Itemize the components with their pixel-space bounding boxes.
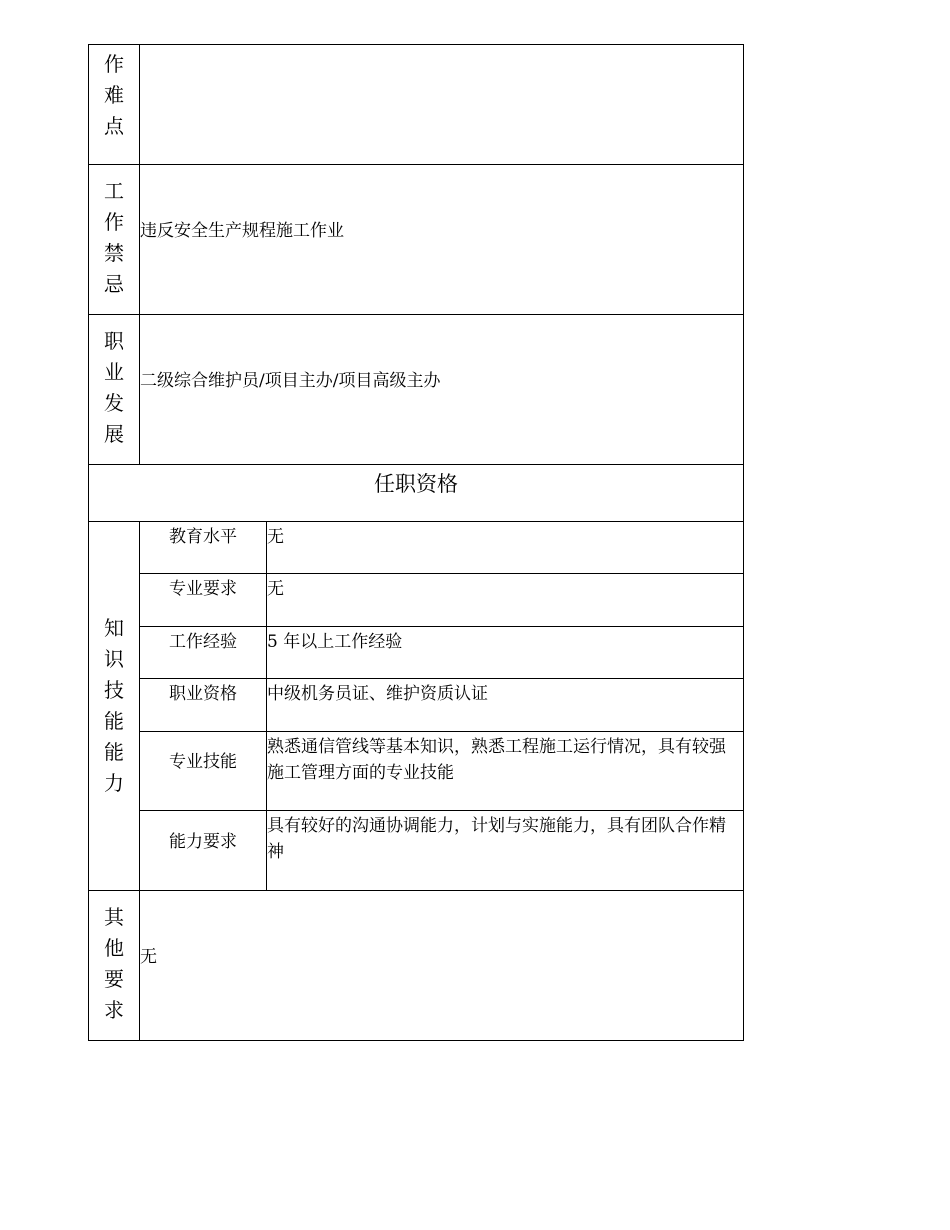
taboo-label: 工作禁忌 bbox=[104, 178, 124, 296]
row-other bbox=[89, 891, 744, 1041]
knowledge-group-label-cell bbox=[89, 522, 140, 891]
skills-value: 熟悉通信管线等基本知识，熟悉工程施工运行情况，具有较强施工管理方面的专业技能 bbox=[267, 732, 744, 811]
experience-value: 5 年以上工作经验 bbox=[267, 627, 744, 679]
education-value: 无 bbox=[267, 522, 744, 574]
ability-label: 能力要求 bbox=[140, 811, 267, 891]
job-description-table bbox=[88, 44, 744, 1041]
major-label: 专业要求 bbox=[140, 574, 267, 627]
difficulty-label: 作难点 bbox=[104, 52, 124, 138]
career-label: 职业发展 bbox=[104, 328, 124, 446]
other-label-cell bbox=[89, 891, 140, 1041]
major-value: 无 bbox=[267, 574, 744, 627]
experience-label: 工作经验 bbox=[140, 627, 267, 679]
ability-value: 具有较好的沟通协调能力，计划与实施能力，具有团队合作精神 bbox=[267, 811, 744, 891]
qualification-row bbox=[89, 679, 744, 732]
row-career bbox=[89, 315, 744, 465]
row-taboo bbox=[89, 165, 744, 315]
education-label: 教育水平 bbox=[140, 522, 267, 574]
career-content: 二级综合维护员/项目主办/项目高级主办 bbox=[140, 315, 744, 465]
qualification-row bbox=[89, 732, 744, 811]
difficulty-content bbox=[140, 45, 744, 165]
row-qualifications-title bbox=[89, 465, 744, 522]
other-content: 无 bbox=[140, 891, 744, 1041]
job-description-sheet bbox=[88, 44, 743, 1041]
qualification-row bbox=[89, 522, 744, 574]
qualification-row bbox=[89, 574, 744, 627]
other-label: 其他要求 bbox=[104, 904, 124, 1022]
difficulty-label-cell bbox=[89, 45, 140, 165]
certification-value: 中级机务员证、维护资质认证 bbox=[267, 679, 744, 732]
taboo-label-cell bbox=[89, 165, 140, 315]
qualification-row bbox=[89, 811, 744, 891]
career-label-cell bbox=[89, 315, 140, 465]
knowledge-group-label: 知识技能能力 bbox=[104, 616, 124, 795]
certification-label: 职业资格 bbox=[140, 679, 267, 732]
qualification-row bbox=[89, 627, 744, 679]
row-difficulty bbox=[89, 45, 744, 165]
qualifications-title: 任职资格 bbox=[89, 465, 744, 522]
taboo-content: 违反安全生产规程施工作业 bbox=[140, 165, 744, 315]
skills-label: 专业技能 bbox=[140, 732, 267, 811]
